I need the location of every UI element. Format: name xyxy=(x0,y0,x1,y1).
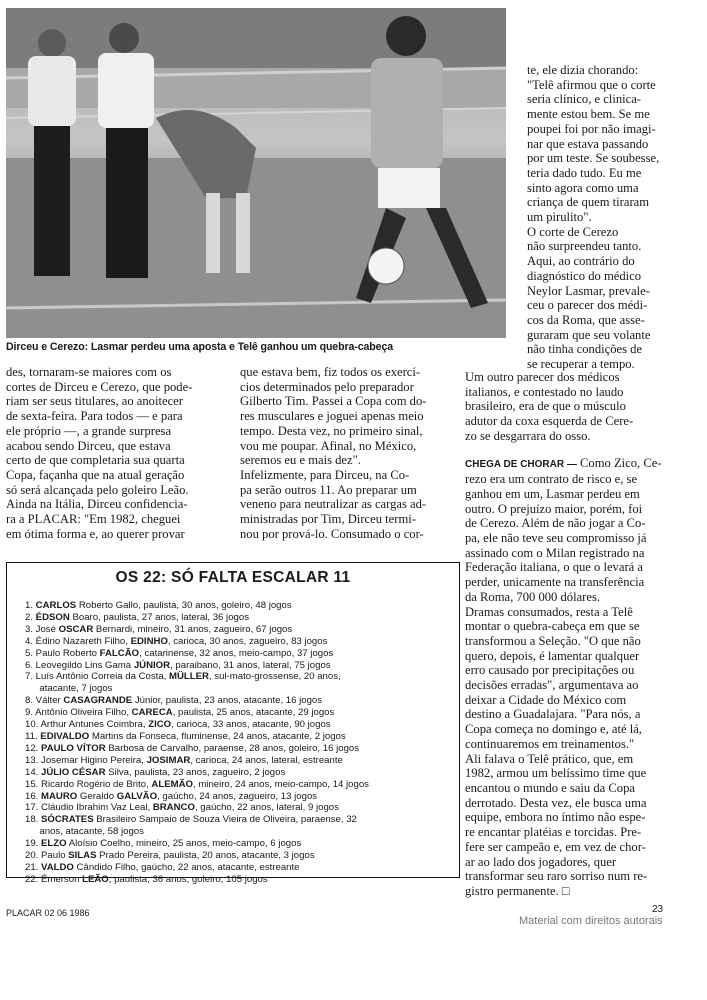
roster-text: , paraibano, 31 anos, lateral, 75 jogos xyxy=(170,659,331,671)
article-text-section: Como Zico, Ce- rezo era um contrato de risco e, se ganhou em um, Lasmar perdeu em outro. O prejuízo maior, porém, foi de Cerezo. Além de não jogar a Co- pa, ele não teve seu compromisso já assinado com o Milan registrado na Federação italiana, o que o levará a perder, unicamente na transferência da Roma, 700 000 dólares. Dramas consumados, resta a Telê montar o quebra-cabeça em que se transformou a Seleção. "O que não quero, depois, é lamentar qualquer erro causado por precipitações ou decisões erradas", argumentava ao deixar a Cidade do México com destino a Guadalajara. "Para nós, a Copa começa no domingo e, até lá, continuaremos em treinamentos." Ali falava o Telê prático, que, em 1982, armou um belíssimo time que encantou o mundo e saiu da Copa derrotado. Desta vez, ele busca uma equipe, embora no íntimo não espe- re encantar platéias e torcidas. Pre- fere ser campeão e, em vez de chor- ar ao lado dos jogadores, quer transformar seu raro sorriso num re- gistro permanente. xyxy=(465,455,662,898)
roster-nickname: GALVÃO xyxy=(116,790,158,802)
footer-page-number: 23 xyxy=(652,904,664,915)
article-column-right-wide xyxy=(465,370,697,899)
roster-indent xyxy=(25,826,39,837)
roster-text: Geraldo xyxy=(77,790,117,802)
article-column-left xyxy=(6,365,232,541)
roster-row xyxy=(25,612,445,624)
roster-nickname: ZICO xyxy=(148,719,172,731)
article-text-right-wide: Um outro parecer dos médicos italianos, e contestado no laudo brasileiro, era de que o músculo adutor da coxa esquerda de Cere- zo se desgarrara do osso. xyxy=(465,370,634,443)
roster-text: Arthur Antunes Coimbra, xyxy=(40,719,149,731)
roster-text: Émerson xyxy=(41,873,83,885)
roster-nickname: CASAGRANDE xyxy=(63,695,133,707)
roster-text: , carioca, 33 anos, atacante, 90 jogos xyxy=(171,719,331,731)
roster-number: 22. xyxy=(25,873,42,885)
footer-magazine-date: PLACAR 02 06 1986 xyxy=(6,908,90,918)
roster-row xyxy=(25,719,445,731)
roster-row xyxy=(25,767,445,779)
article-text-right-narrow: te, ele dizia chorando: "Telê afirmou que o corte seria clínico, e clinica- mente estou bem. Se me poupei foi por não imagi- nar que estava passando por um teste. Se soubesse, teria dado tudo. Eu me sinto agora como uma criança de quem tiraram um pirulito". O corte de Cerezo não surpreendeu tanto. Aqui, ao contrário do diagnóstico do médico Neylor Lasmar, prevale- ceu o parecer dos médi- cos da Roma, que asse- guraram que seu volante não tinha condições de se recuperar a tempo. xyxy=(527,63,660,372)
roster-title: OS 22: SÓ FALTA ESCALAR 11 xyxy=(115,569,351,586)
roster-text: Paulo xyxy=(41,850,69,862)
roster-number: 1. xyxy=(25,600,36,611)
roster-text: anos, atacante, 58 jogos xyxy=(39,826,144,838)
roster-number: 3. xyxy=(25,623,36,635)
roster-list xyxy=(25,600,445,886)
footer-watermark: Material com direitos autorais xyxy=(519,915,663,927)
section-head-chega-de-chorar: CHEGA DE CHORAR — xyxy=(465,458,577,470)
roster-text: José xyxy=(35,623,59,635)
article-column-right-narrow xyxy=(527,63,697,372)
roster-text: , sul-mato-grossense, 20 anos, xyxy=(208,671,341,683)
roster-row xyxy=(25,636,445,648)
roster-nickname: FALCÃO xyxy=(99,647,140,659)
article-text-left: des, tornaram-se maiores com os cortes de Dirceu e Cerezo, que pode- riam ser seus titulares, ao anoitecer de sexta-feira. Para todos — e para ele próprio —, a grande surpresa acabou sendo Dirceu, que estava certo de que completaria sua quarta Copa, façanha que na atual geração só será alcançada pelo goleiro Leão. Ainda na Itália, Dirceu confidencia- ra a PLACAR: "Em 1982, cheguei em ótima forma e, ao querer provar xyxy=(6,365,193,541)
roster-text: , mineiro, 24 anos, meio-campo, 14 jogos xyxy=(192,778,369,790)
roster-row xyxy=(25,802,445,814)
roster-nickname: CARLOS xyxy=(35,600,77,611)
roster-number: 5. xyxy=(25,647,36,659)
roster-text: Roberto Gallo, paulista, 30 anos, goleiro, 48 jogos xyxy=(76,600,292,611)
roster-row xyxy=(25,838,445,850)
roster-row xyxy=(25,624,445,636)
roster-row xyxy=(25,600,445,612)
roster-nickname: BRANCO xyxy=(152,802,195,814)
roster-nickname: VALDO xyxy=(41,861,74,873)
roster-nickname: CARECA xyxy=(131,707,173,719)
roster-text: Josemar Higino Pereira, xyxy=(41,754,147,766)
photo-caption: Dirceu e Cerezo: Lasmar perdeu uma aposta e Telê ganhou um quebra-cabeça xyxy=(6,341,394,353)
roster-indent xyxy=(25,683,39,694)
roster-row xyxy=(25,695,445,707)
roster-nickname: SILAS xyxy=(68,850,97,862)
article-column-middle xyxy=(240,365,458,541)
roster-row xyxy=(25,660,445,672)
roster-row xyxy=(25,779,445,791)
roster-number: 9. xyxy=(25,707,36,719)
roster-nickname: MÜLLER xyxy=(169,671,209,683)
roster-text: Ricardo Rogério de Brito, xyxy=(41,778,152,790)
roster-nickname: PAULO VÍTOR xyxy=(41,742,106,754)
roster-text: Martins da Fonseca, fluminense, 24 anos, atacante, 2 jogos xyxy=(89,730,346,742)
roster-nickname: EDINHO xyxy=(130,635,168,647)
roster-number: 12. xyxy=(25,742,42,754)
roster-text: Cândido Filho, gaúcho, 22 anos, atacante, estreante xyxy=(73,861,300,873)
roster-row xyxy=(25,862,445,874)
roster-nickname: LEÃO xyxy=(82,873,109,885)
roster-row xyxy=(25,791,445,803)
roster-number: 10. xyxy=(25,719,41,731)
roster-row xyxy=(25,707,445,719)
roster-text: Boaro, paulista, 27 anos, lateral, 36 jogos xyxy=(69,611,249,623)
roster-number: 7. xyxy=(25,671,36,683)
roster-text: , carioca, 30 anos, zagueiro, 83 jogos xyxy=(167,635,328,647)
roster-text: , gaúcho, 22 anos, lateral, 9 jogos xyxy=(194,802,339,814)
article-text-middle: que estava bem, fiz todos os exercí- cios determinados pelo preparador Gilberto Tim. Passei a Copa com do- res musculares e joguei apenas meio tempo. Desta vez, no primeiro sinal, vou me poupar. Afinal, no México, seremos eu e mais dez". Infelizmente, para Dirceu, na Co- pa serão outros 11. Ao preparar um veneno para neutralizar as cargas ad- ministradas por Tim, Dirceu termi- nou por prová-lo. Consumado o cor- xyxy=(240,365,427,541)
photo-dirceu-cerezo xyxy=(6,8,506,338)
roster-row xyxy=(25,826,445,838)
roster-text: Cláudio Ibrahim Vaz Leal, xyxy=(41,802,153,814)
roster-number: 14. xyxy=(25,766,42,778)
roster-text: Aloísio Coelho, mineiro, 25 anos, meio-campo, 6 jogos xyxy=(66,838,302,850)
roster-row xyxy=(25,683,445,695)
roster-text: Luís Antônio Correia da Costa, xyxy=(35,671,169,683)
roster-text: Leovegildo Lins Gama xyxy=(35,659,134,671)
roster-number: 17. xyxy=(25,802,42,814)
roster-text: Brasileiro Sampaio de Souza Vieira de Oliveira, paraense, 32 xyxy=(93,814,357,826)
roster-number: 20. xyxy=(25,850,42,862)
roster-row xyxy=(25,874,445,886)
roster-number: 2. xyxy=(25,611,36,623)
roster-text: atacante, 7 jogos xyxy=(39,683,113,695)
roster-row xyxy=(25,731,445,743)
roster-nickname: JOSIMAR xyxy=(146,754,191,766)
roster-number: 6. xyxy=(25,659,36,671)
roster-number: 15. xyxy=(25,778,42,790)
roster-number: 13. xyxy=(25,754,42,766)
roster-number: 8. xyxy=(25,695,36,707)
roster-nickname: JÚLIO CÉSAR xyxy=(41,766,106,778)
roster-number: 19. xyxy=(25,838,42,850)
end-mark: □ xyxy=(561,883,570,898)
roster-number: 21. xyxy=(25,861,42,873)
roster-nickname: OSCAR xyxy=(58,623,94,635)
roster-text: Édino Nazareth Filho, xyxy=(35,635,131,647)
roster-nickname: ELZO xyxy=(41,838,67,850)
roster-text: , catarinense, 32 anos, meio-campo, 37 jogos xyxy=(139,647,334,659)
roster-nickname: MAURO xyxy=(41,790,78,802)
roster-row xyxy=(25,671,445,683)
roster-row xyxy=(25,850,445,862)
roster-nickname: ALEMÃO xyxy=(151,778,193,790)
roster-nickname: ÉDSON xyxy=(35,611,70,623)
roster-text: Barbosa de Carvalho, paraense, 28 anos, goleiro, 16 jogos xyxy=(105,742,360,754)
roster-text: Antônio Oliveira Filho, xyxy=(35,707,132,719)
roster-text: , paulista, 25 anos, atacante, 29 jogos xyxy=(172,707,335,719)
roster-number: 18. xyxy=(25,814,42,826)
article-section-chega-de-chorar xyxy=(465,456,697,899)
roster-nickname: EDIVALDO xyxy=(40,730,90,742)
roster-text: Válter xyxy=(35,695,64,707)
roster-row xyxy=(25,648,445,660)
roster-number: 11. xyxy=(25,730,41,742)
roster-text: Silva, paulista, 23 anos, zagueiro, 2 jogos xyxy=(105,766,286,778)
roster-text: Bernardi, mineiro, 31 anos, zagueiro, 67 jogos xyxy=(93,623,293,635)
roster-box xyxy=(6,562,460,885)
roster-text: , paulista, 36 anos, goleiro, 105 jogos xyxy=(108,873,268,885)
roster-nickname: SÓCRATES xyxy=(41,814,94,826)
roster-number: 16. xyxy=(25,790,42,802)
roster-text: , carioca, 24 anos, lateral, estreante xyxy=(190,754,343,766)
roster-row xyxy=(25,814,445,826)
roster-row xyxy=(25,755,445,767)
roster-nickname: JÚNIOR xyxy=(133,659,171,671)
roster-text: Júnior, paulista, 23 anos, atacante, 16 jogos xyxy=(132,695,323,707)
roster-row xyxy=(25,743,445,755)
roster-text: , gaúcho, 24 anos, zagueiro, 13 jogos xyxy=(157,790,318,802)
roster-text: Paulo Roberto xyxy=(35,647,100,659)
roster-number: 4. xyxy=(25,635,36,647)
roster-text: Prado Pereira, paulista, 20 anos, atacante, 3 jogos xyxy=(96,850,315,862)
